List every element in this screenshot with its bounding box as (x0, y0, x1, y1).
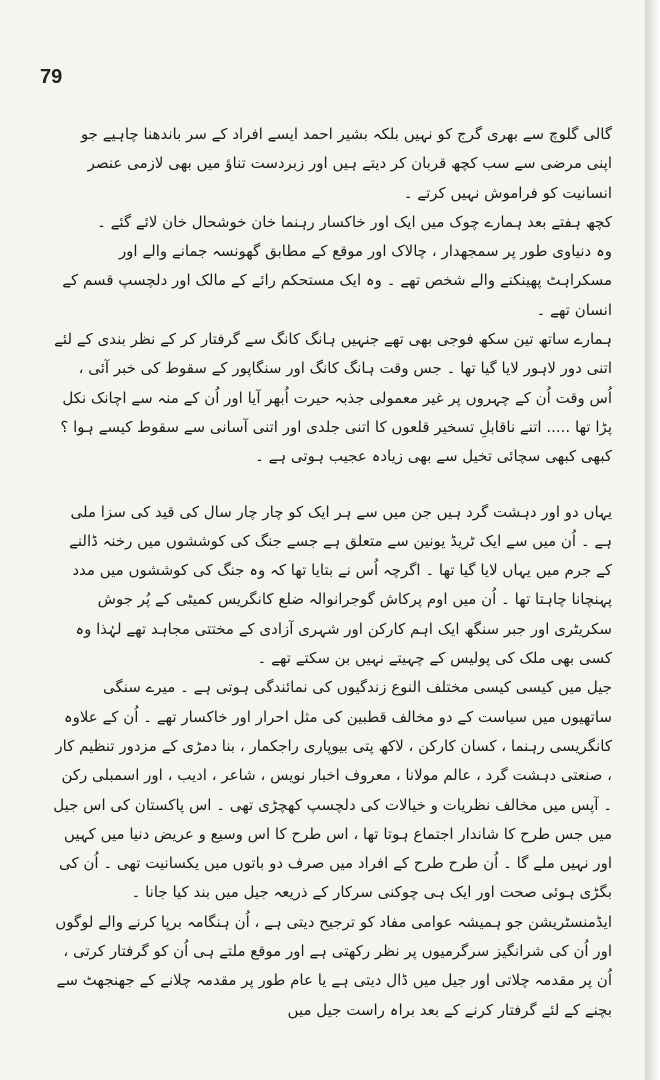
page-edge (645, 0, 660, 1080)
paragraph: کچھ ہفتے بعد ہمارے چوک میں ایک اور خاکسار رہنما خان خوشحال خان لائے گئے ۔ (97, 212, 612, 231)
paragraph: جیل میں کیسی کیسی مختلف النوع زندگیوں کی نمائندگی ہوتی ہے ۔ میرے سنگی ساتھیوں میں سیاست کے دو مخالف قطبین کی مثل احرار اور خاکسار تھے ۔ اُن کے علاوہ کانگریسی رہنما ، کسان کارکن ، لاکھ پتی بیوپاری راجکمار ، بنا دمڑی کے مزدور تنظیم کار ، صنعتی دہشت گرد ، عالم مولانا ، معروف اخبار نویس ، شاعر ، ادیب ، اور اسمبلی رکن ۔ آپس میں مخالف نظریات و خیالات کی دلچسپ کھچڑی تھی ۔ اس پاکستان کی اس جیل میں جس طرح کا شاندار اجتماع ہوتا تھا ، اس طرح کا اس وسیع و عریض دنیا میں کہیں اور نہیں ملے گا ۔ اُن طرح طرح کے افراد میں صرف دو باتوں میں یکسانیت تھی ۔ اُن کی بگڑی ہوئی صحت اور ایک ہی چوکنی سرکار کے ذریعہ جیل میں بند کیا جانا ۔ ایڈمنسٹریشن جو ہمیشہ عوامی مفاد کو ترجیح دیتی ہے ، اُن ہنگامہ برپا کرنے والے لوگوں اور اُن کی شرانگیز سرگرمیوں پر نظر رکھتی ہے اور موقع ملتے ہی اُن کو گرفتار کرتی ، اُن پر مقدمہ چلاتی اور جیل میں ڈال دیتی ہے یا عام طور پر مقدمہ چلانے کے جھنجھٹ سے بچنے کے لئے گرفتار کرنے کے بعد براہ راست جیل میں (53, 678, 612, 1019)
paragraph: وہ دنیاوی طور پر سمجھدار ، چالاک اور موقع کے مطابق گھونسہ جمانے والے اور مسکراہٹ پھینکنے والے شخص تھے ۔ وہ ایک مستحکم رائے کے مالک اور دلچسپ قسم کے انسان تھے ۔ (62, 242, 612, 319)
paragraph: ہمارے ساتھ تین سکھ فوجی بھی تھے جنہیں ہانگ کانگ سے گرفتار کر کے نظر بندی کے لئے اتنی دور لاہور لایا گیا تھا ۔ جس وقت ہانگ کانگ اور سنگاپور کے سقوط کی خبر آئی ، اُس وقت اُن کے چہروں پر غیر معمولی جذبہ حیرت اُبھر آیا اور اُن کے منہ سے اچانک نکل پڑا تھا ..... اتنے ناقابلِ تسخیر قلعوں کا اتنی جلدی اور اتنی آسانی سے سقوط کیسے ہوا ؟ کبھی کبھی سچائی تخیل سے بھی زیادہ عجیب ہوتی ہے ۔ (54, 330, 612, 466)
page-body (52, 120, 612, 1025)
paragraph: گالی گلوچ سے بھری گرج کو نہیں بلکہ بشیر احمد ایسے افراد کے سر باندھنا چاہیے جو اپنی مرضی سے سب کچھ قربان کر دیتے ہیں اور زبردست تناؤ میں بھی لازمی عنصر انسانیت کو فراموش نہیں کرتے ۔ (80, 125, 612, 202)
page-number: 79 (40, 66, 63, 88)
paragraph: یہاں دو اور دہشت گرد ہیں جن میں سے ہر ایک کو چار چار سال کی قید کی سزا ملی ہے ۔ اُن میں سے ایک ٹریڈ یونین سے متعلق ہے جسے جنگ کی کوششوں میں رخنہ ڈالنے کے جرم میں یہاں لایا گیا تھا ۔ اگرچہ اُس نے بتایا تھا کہ وہ جنگ کی کوششوں میں مدد پہنچانا چاہتا تھا ۔ اُن میں اوم پرکاش گوجرانوالہ ضلع کانگریس کمیٹی کے پُر جوش سکریٹری اور جبر سنگھ ایک اہم کارکن اور شہری آزادی کے مختتی مجاہد تھے لہٰذا وہ کسی بھی ملک کی پولیس کے چہیتے نہیں بن سکتے تھے ۔ (69, 502, 612, 668)
paragraph-gap (52, 472, 612, 498)
